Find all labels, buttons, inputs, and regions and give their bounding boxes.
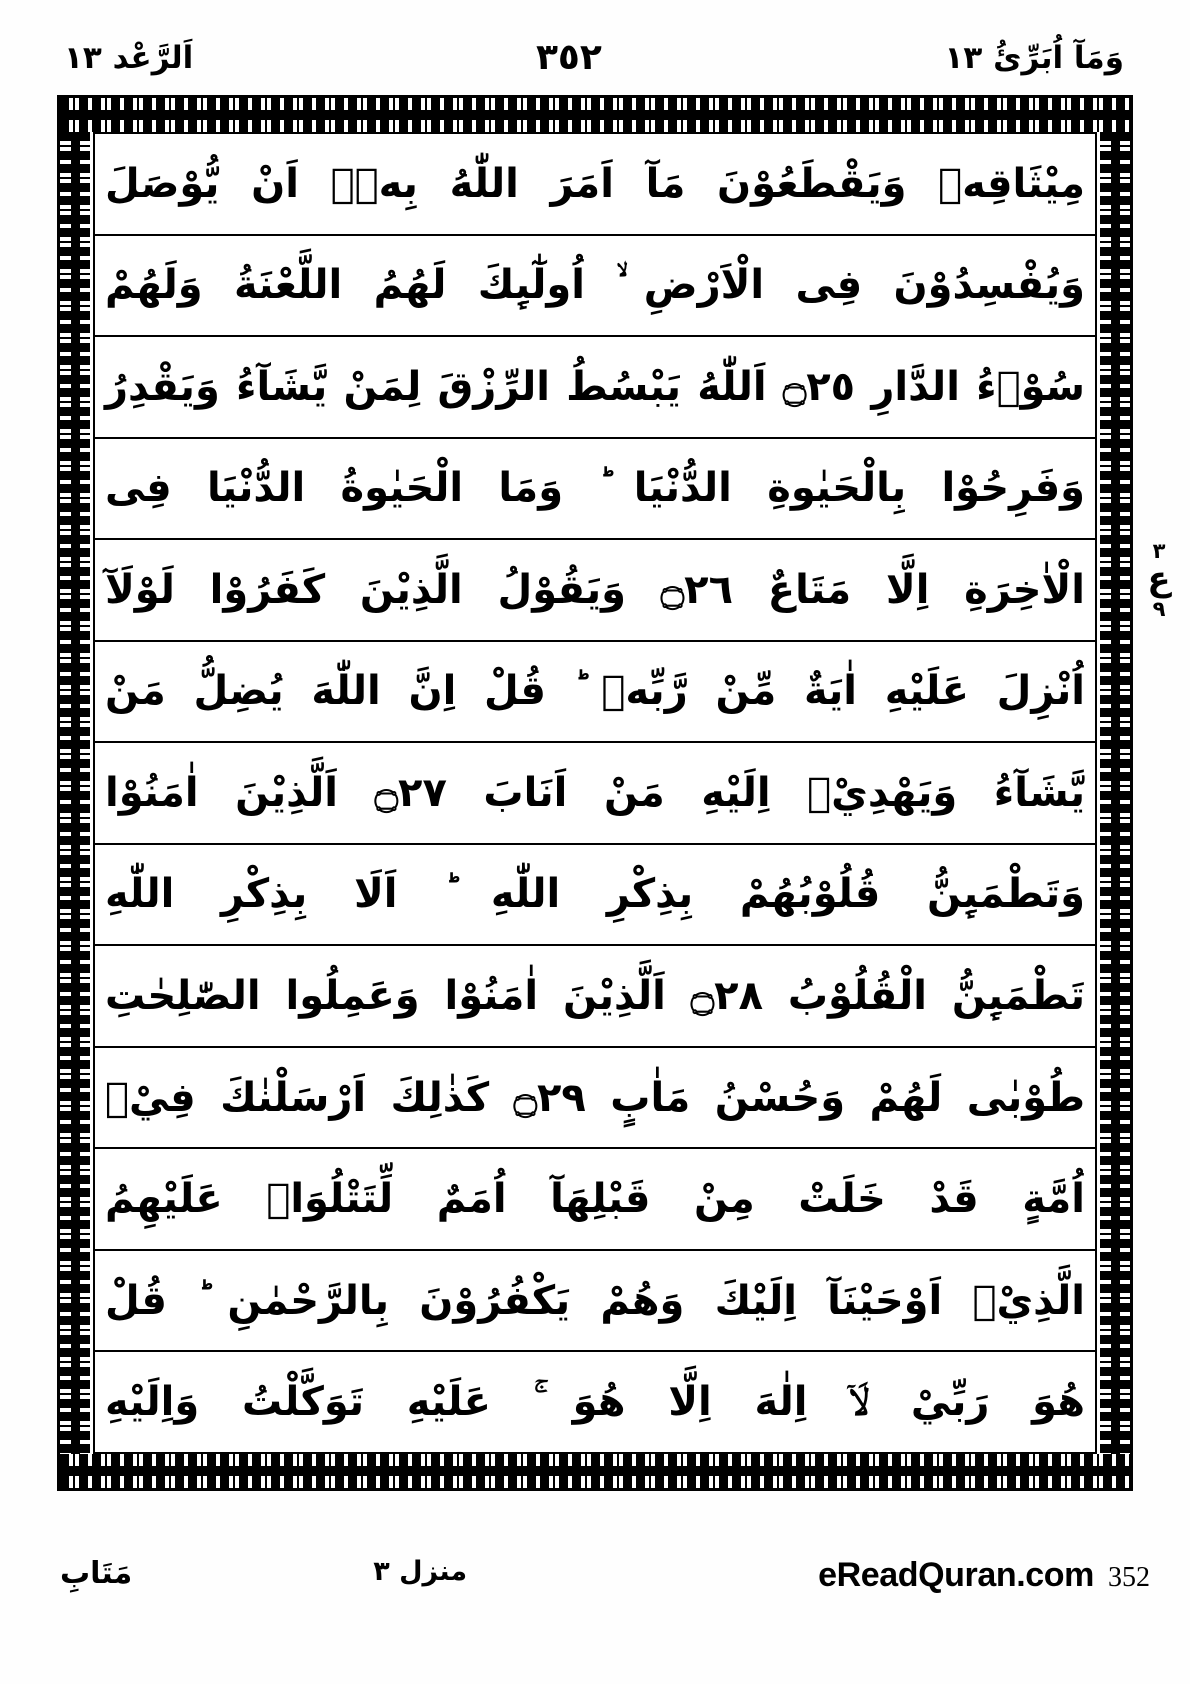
ayah-line	[95, 1251, 1095, 1353]
ereadquran-brand-label[interactable]: eReadQuran.com	[818, 1556, 1094, 1594]
ornamental-frame	[57, 95, 1133, 1491]
mushaf-text-panel	[93, 132, 1097, 1454]
ayah-line	[95, 134, 1095, 236]
ayah-line	[95, 845, 1095, 947]
ayah-line	[95, 1048, 1095, 1150]
ruku-marker	[1138, 540, 1180, 620]
ayah-line-text: اُنْزِلَ عَلَيْهِ اٰيَةٌ مِّنْ رَّبِّهٖ ؕ قُلْ اِنَّ اللّٰهَ يُضِلُّ مَنْ	[105, 668, 1085, 715]
frame-bottom-ornament	[60, 1454, 1130, 1488]
frame-top-ornament	[60, 98, 1130, 132]
ayah-line-text: وَتَطْمَىِٕنُّ قُلُوْبُهُمْ بِذِكْرِ اللّٰهِ ؕ اَلَا بِذِكْرِ اللّٰهِ	[105, 871, 1085, 918]
ayah-line-text: وَفَرِحُوْا بِالْحَيٰوةِ الدُّنْيَا ؕ وَمَا الْحَيٰوةُ الدُّنْيَا فِى	[105, 465, 1085, 512]
ayah-line-text: يَّشَآءُ وَيَهْدِيْۤ اِلَيْهِ مَنْ اَنَابَ ۝٢٧ اَلَّذِيْنَ اٰمَنُوْا	[105, 769, 1085, 816]
ayah-line-text: الْاٰخِرَةِ اِلَّا مَتَاعٌ ۝٢٦ وَيَقُوْلُ الَّذِيْنَ كَفَرُوْا لَوْلَآ	[105, 566, 1085, 613]
manzil-label: منزل ٣	[373, 1556, 468, 1587]
ayah-line-text: اُمَّةٍ قَدْ خَلَتْ مِنْ قَبْلِهَآ اُمَمٌ لِّتَتْلُوَا۟ عَلَيْهِمُ	[105, 1176, 1085, 1223]
surah-label: اَلرَّعْد ١٣	[64, 39, 194, 76]
ayah-line	[95, 1149, 1095, 1251]
ayah-line	[95, 540, 1095, 642]
ayah-line-text: مِيْثَاقِهٖ وَيَقْطَعُوْنَ مَآ اَمَرَ اللّٰهُ بِهٖۤ اَنْ يُّوْصَلَ	[105, 160, 1085, 207]
ayah-line	[95, 236, 1095, 338]
ayah-line-text: تَطْمَىِٕنُّ الْقُلُوْبُ ۝٢٨ اَلَّذِيْنَ اٰمَنُوْا وَعَمِلُوا الصّٰلِحٰتِ	[105, 973, 1085, 1020]
ruku-number-top: ٣	[1152, 539, 1166, 563]
ayah-line	[95, 337, 1095, 439]
ruku-ain-icon: ع	[1147, 559, 1171, 600]
ayah-line-text: طُوْبٰى لَهُمْ وَحُسْنُ مَاٰبٍ ۝٢٩ كَذٰلِكَ اَرْسَلْنٰكَ فِيْۤ	[105, 1074, 1085, 1121]
ayah-line	[95, 642, 1095, 744]
ayah-line-text: وَيُفْسِدُوْنَ فِى الْاَرْضِ ۙ اُولٰٓىِٕكَ لَهُمُ اللَّعْنَةُ وَلَهُمْ	[105, 262, 1085, 309]
ruku-number-bottom: ٩	[1152, 596, 1166, 621]
page-header	[60, 28, 1130, 88]
ayah-line-text: هُوَ رَبِّيْ لَاۤ اِلٰهَ اِلَّا هُوَ ۚ عَلَيْهِ تَوَكَّلْتُ وَاِلَيْهِ	[105, 1379, 1085, 1426]
footer-page-number: 352	[1108, 1562, 1150, 1593]
ayah-line-text: الَّذِيْۤ اَوْحَيْنَآ اِلَيْكَ وَهُمْ يَكْفُرُوْنَ بِالرَّحْمٰنِ ؕ قُلْ	[105, 1277, 1085, 1324]
page-number-arabic: ٣٥٢	[535, 37, 602, 78]
juz-label: وَمَآ اُبَرِّئُ ١٣	[944, 39, 1124, 76]
ayah-line-text: سُوْۤءُ الدَّارِ ۝٢٥ اَللّٰهُ يَبْسُطُ الرِّزْقَ لِمَنْ يَّشَآءُ وَيَقْدِرُ	[105, 363, 1085, 410]
catchword-label: مَتَابِ	[60, 1556, 133, 1591]
ayah-line	[95, 439, 1095, 541]
ayah-line	[95, 946, 1095, 1048]
frame-right-ornament	[1100, 132, 1130, 1454]
ayah-line	[95, 743, 1095, 845]
page-footer	[60, 1556, 1150, 1636]
ayah-line	[95, 1352, 1095, 1452]
footer-brand-group	[818, 1556, 1150, 1595]
frame-left-ornament	[60, 132, 90, 1454]
